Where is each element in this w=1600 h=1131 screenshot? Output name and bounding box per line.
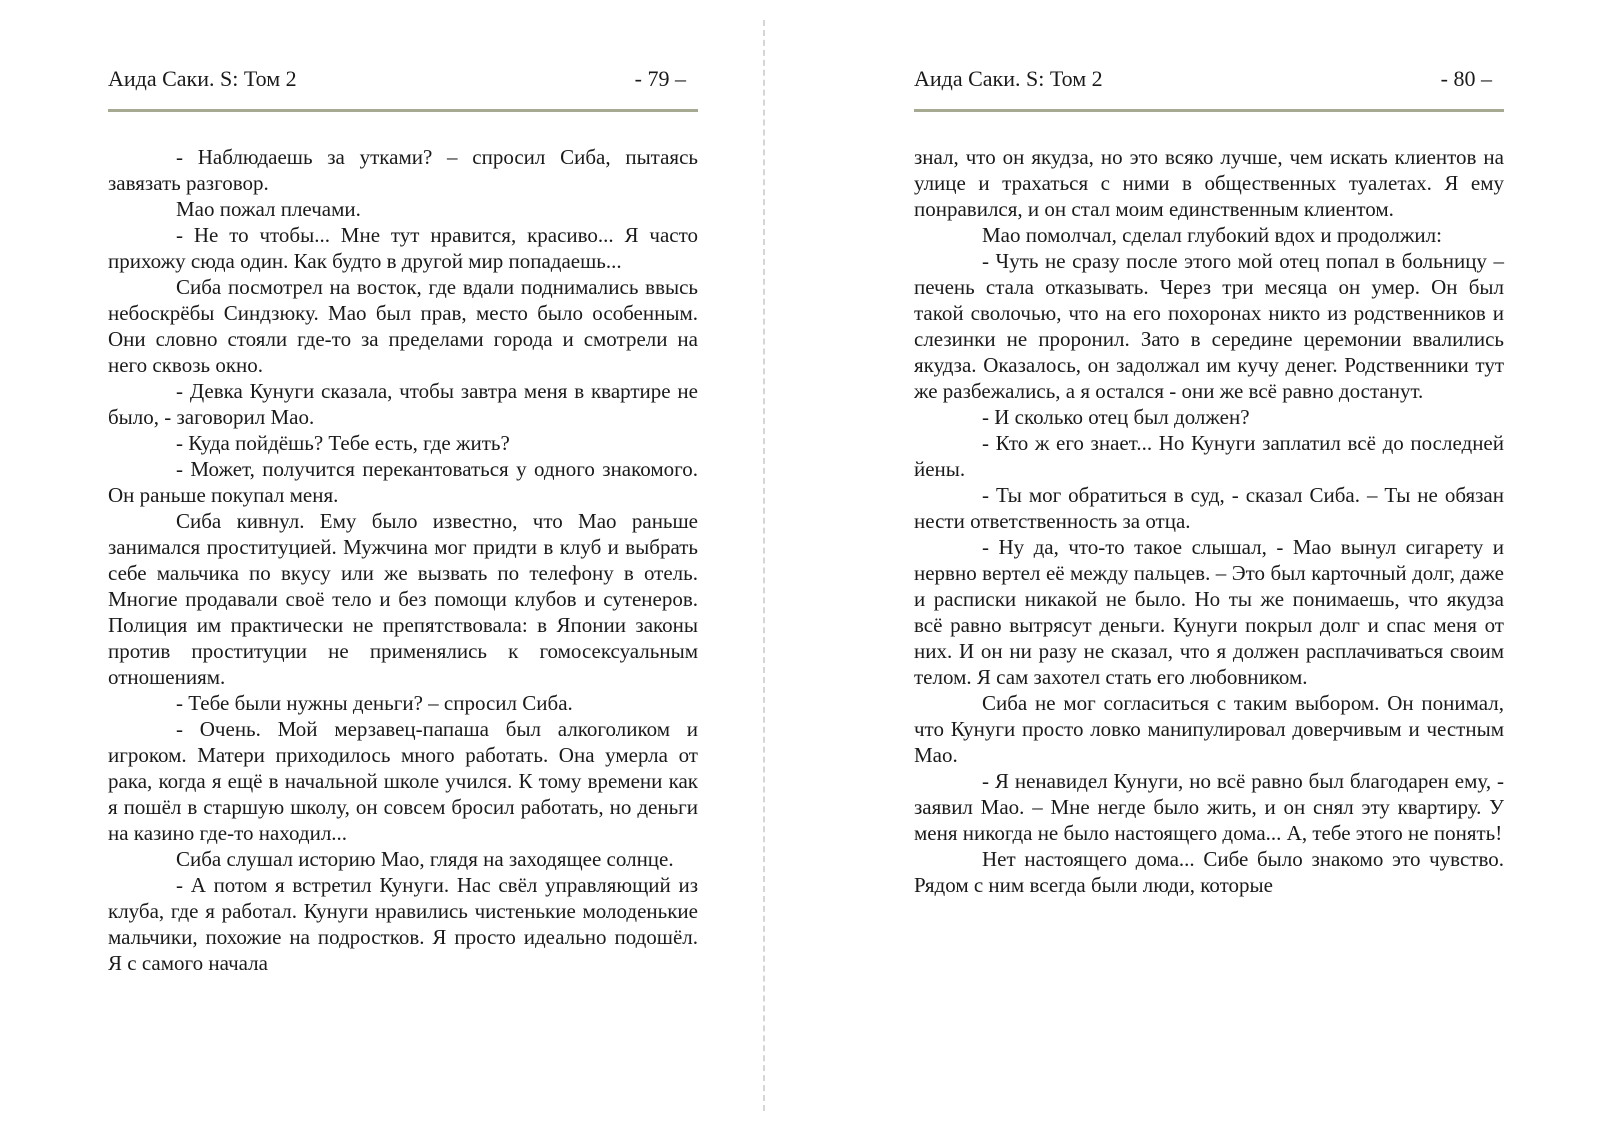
page-header xyxy=(108,64,698,94)
paragraph: Сиба не мог согласиться с таким выбором. Он понимал, что Кунуги просто ловко манипулировал доверчивым и честным Мао. xyxy=(914,691,1504,767)
paragraph: знал, что он якудза, но это всяко лучше, чем искать клиентов на улице и трахаться с ними в общественных туалетах. Я ему понравился, и он стал моим единственным клиентом. xyxy=(914,145,1504,221)
paragraph: - Очень. Мой мерзавец-папаша был алкоголиком и игроком. Матери приходилось много работать. Она умерла от рака, когда я ещё в начальной школе учился. К тому времени как я пошёл в старшую школу, он совсем бросил работать, но деньги на казино где-то находил... xyxy=(108,717,698,845)
paragraph: - Девка Кунуги сказала, чтобы завтра меня в квартире не было, - заговорил Мао. xyxy=(108,379,698,429)
paragraph: Сиба кивнул. Ему было известно, что Мао раньше занимался проституцией. Мужчина мог придти в клуб и выбрать себе мальчика по вкусу или же вызвать по телефону в отель. Многие продавали своё тело и без помощи клубов и сутенеров. Полиция им практически не препятствовала: в Японии законы против проституции не применялись к гомосексуальным отношениям. xyxy=(108,509,698,689)
paragraph: - Ну да, что-то такое слышал, - Мао вынул сигарету и нервно вертел её между пальцев. – Это был карточный долг, даже и расписки никакой не было. Но ты же понимаешь, что якудза всё равно вытрясут деньги. Кунуги покрыл долг и спас меня от них. И он ни разу не сказал, что я должен расплачиваться своим телом. Я сам захотел стать его любовником. xyxy=(914,535,1504,689)
book-title: Аида Саки. S: Том 2 xyxy=(914,66,1103,91)
page-header xyxy=(914,64,1504,94)
paragraph: - Кто ж его знает... Но Кунуги заплатил всё до последней йены. xyxy=(914,431,1504,481)
paragraph: - Наблюдаешь за утками? – спросил Сиба, пытаясь завязать разговор. xyxy=(108,145,698,195)
paragraph: - Куда пойдёшь? Тебе есть, где жить? xyxy=(176,431,510,455)
page-number: - 80 – xyxy=(1440,66,1492,91)
paragraph: - Я ненавидел Кунуги, но всё равно был благодарен ему, - заявил Мао. – Мне негде было жить, и он снял эту квартиру. У меня никогда не было настоящего дома... А, тебе этого не понять! xyxy=(914,769,1504,845)
right-page xyxy=(914,0,1504,1131)
paragraph: - И сколько отец был должен? xyxy=(982,405,1250,429)
paragraph: Мао пожал плечами. xyxy=(176,197,361,221)
paragraph: Мао помолчал, сделал глубокий вдох и продолжил: xyxy=(982,223,1442,247)
paragraph: - Чуть не сразу после этого мой отец попал в больницу – печень стала отказывать. Через три месяца он умер. Он был такой сволочью, что на его похоронах никто из родственников и слезинки не проронил. Зато в середине церемонии ввалились якудза. Оказалось, он задолжал им кучу денег. Родственники тут же разбежались, а я остался - они же всё равно достанут. xyxy=(914,249,1504,403)
paragraph: Нет настоящего дома... Сибе было знакомо это чувство. Рядом с ним всегда были люди, которые xyxy=(914,847,1504,897)
paragraph: Сиба слушал историю Мао, глядя на заходящее солнце. xyxy=(176,847,674,871)
left-page xyxy=(108,0,698,1131)
book-title: Аида Саки. S: Том 2 xyxy=(108,66,297,91)
page-gutter-divider xyxy=(763,20,765,1111)
paragraph: Сиба посмотрел на восток, где вдали поднимались ввысь небоскрёбы Синдзюку. Мао был прав, место было особенным. Они словно стояли где-то за пределами города и смотрели на него сквозь окно. xyxy=(108,275,698,377)
paragraph: - Ты мог обратиться в суд, - сказал Сиба. – Ты не обязан нести ответственность за отца. xyxy=(914,483,1504,533)
header-rule xyxy=(914,109,1504,112)
paragraph: - Может, получится перекантоваться у одного знакомого. Он раньше покупал меня. xyxy=(108,457,698,507)
paragraph: - А потом я встретил Кунуги. Нас свёл управляющий из клуба, где я работал. Кунуги нравились чистенькие молоденькие мальчики, похожие на подростков. Я просто идеально подошёл. Я с самого начала xyxy=(108,873,698,975)
page-number: - 79 – xyxy=(634,66,686,91)
page-body xyxy=(914,144,1504,898)
paragraph: - Тебе были нужны деньги? – спросил Сиба. xyxy=(176,691,573,715)
page-body xyxy=(108,144,698,976)
header-rule xyxy=(108,109,698,112)
paragraph: - Не то чтобы... Мне тут нравится, красиво... Я часто прихожу сюда один. Как будто в другой мир попадаешь... xyxy=(108,223,698,273)
